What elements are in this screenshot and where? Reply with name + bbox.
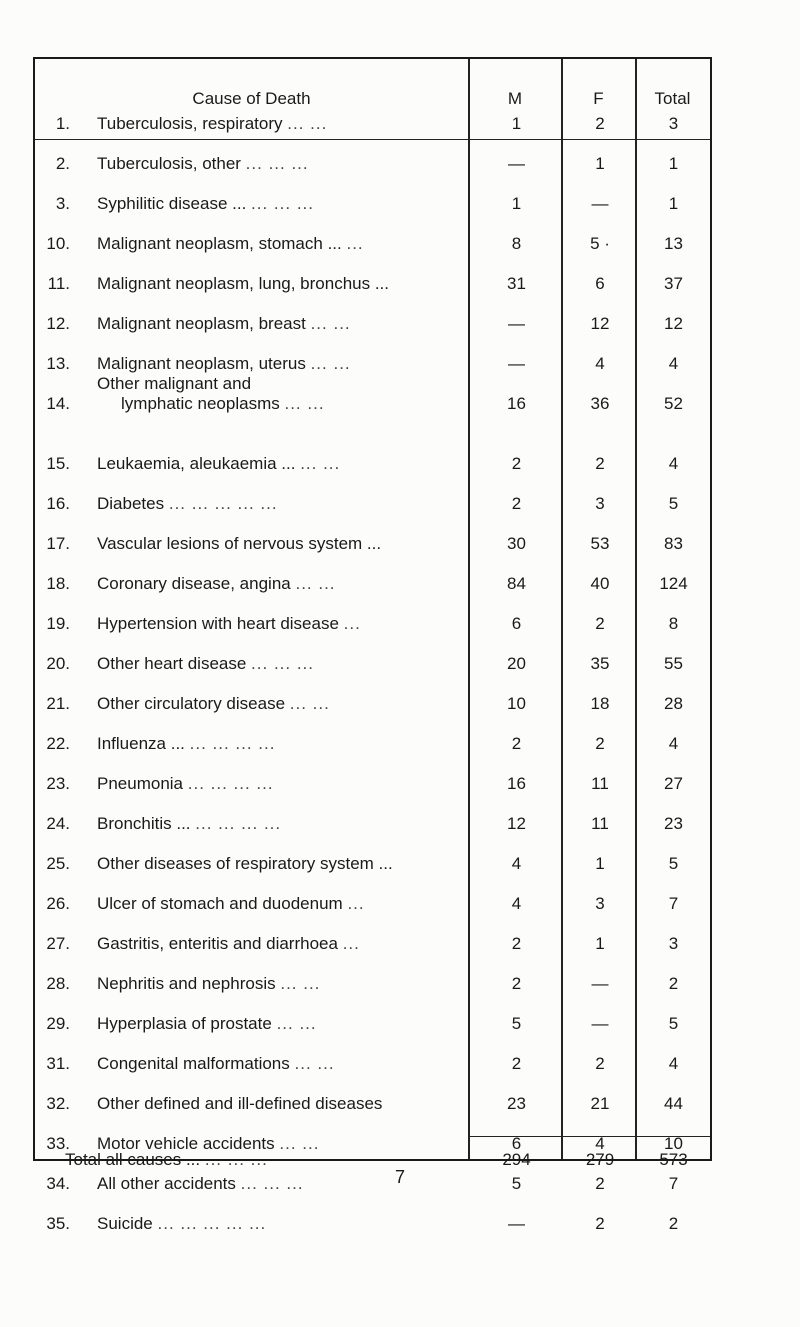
cause-label: Syphilitic disease ... ... ... ...	[97, 194, 314, 213]
value-total: 124	[659, 574, 688, 593]
row-number: 2.	[55, 154, 70, 173]
value-total: 1	[668, 154, 679, 173]
value-total: 28	[664, 694, 683, 713]
row-number: 18.	[46, 574, 70, 593]
table-row	[35, 814, 710, 854]
value-total: 4	[668, 454, 679, 473]
value-f: 4	[595, 1134, 605, 1153]
row-number: 25.	[46, 854, 70, 873]
value-m: 5	[511, 1174, 522, 1193]
value-m: 30	[507, 534, 526, 553]
value-total: 44	[664, 1094, 683, 1113]
value-total: 7	[668, 1174, 679, 1193]
row-number: 28.	[46, 974, 70, 993]
value-m: 2	[511, 934, 522, 953]
value-m: 23	[507, 1094, 526, 1113]
value-m: 1	[511, 194, 522, 213]
cause-label: Diabetes ... ... ... ... ...	[97, 494, 278, 513]
value-m: 12	[507, 814, 526, 833]
value-m: 6	[511, 1134, 522, 1153]
row-number: 22.	[46, 734, 70, 753]
value-f: —	[591, 1014, 609, 1033]
table-row	[35, 234, 710, 274]
value-f: 53	[590, 534, 610, 553]
value-m: 2	[511, 974, 522, 993]
table-row	[35, 774, 710, 814]
value-total: 7	[668, 894, 679, 913]
total-m: 294	[502, 1150, 531, 1169]
value-m: 16	[507, 774, 526, 793]
table-row	[35, 114, 710, 154]
value-f: 3	[595, 494, 605, 513]
cause-label: Influenza ... ... ... ... ...	[97, 734, 276, 753]
row-number: 13.	[46, 354, 70, 373]
row-number: 29.	[46, 1014, 70, 1033]
total-label: Total all causes ... ... ... ...	[65, 1150, 268, 1169]
value-f: 5 ·	[590, 234, 610, 253]
row-number: 1.	[55, 114, 70, 133]
row-number: 10.	[46, 234, 70, 253]
cause-label: Tuberculosis, other ... ... ...	[97, 154, 309, 173]
value-f: —	[591, 974, 609, 993]
cause-label: Other malignant and lymphatic neoplasms ... ...	[97, 374, 325, 413]
cause-label: Hyperplasia of prostate ... ...	[97, 1014, 317, 1033]
value-m: —	[508, 154, 525, 173]
row-number: 20.	[46, 654, 70, 673]
cause-label: Nephritis and nephrosis ... ...	[97, 974, 321, 993]
value-total: 10	[664, 1134, 683, 1153]
cause-label: Leukaemia, aleukaemia ... ... ...	[97, 454, 341, 473]
value-total: 3	[668, 114, 679, 133]
row-number: 3.	[55, 194, 70, 213]
value-total: 27	[664, 774, 683, 793]
value-f: 2	[595, 454, 605, 473]
value-m: 2	[511, 734, 522, 753]
row-number: 17.	[46, 534, 70, 553]
table-row	[35, 694, 710, 734]
table-row	[35, 614, 710, 654]
page-number: 7	[394, 1167, 405, 1187]
cause-label: Vascular lesions of nervous system ...	[97, 534, 382, 553]
table-row	[35, 894, 710, 934]
table-row	[35, 534, 710, 574]
cause-label: Tuberculosis, respiratory ... ...	[97, 114, 328, 133]
header-m: M	[507, 89, 523, 108]
value-f: 1	[595, 934, 605, 953]
table-row	[35, 1054, 710, 1094]
value-m: 84	[507, 574, 526, 593]
table-row	[35, 454, 710, 494]
value-total: 8	[668, 614, 679, 633]
value-m: 2	[511, 1054, 522, 1073]
value-f: 21	[590, 1094, 610, 1113]
value-f: —	[591, 194, 609, 213]
row-number: 15.	[46, 454, 70, 473]
row-number: 12.	[46, 314, 70, 333]
table-row	[35, 154, 710, 194]
value-f: 11	[591, 774, 609, 793]
value-f: 2	[595, 734, 605, 753]
row-number: 11.	[47, 274, 70, 293]
row-number: 19.	[46, 614, 70, 633]
cause-label: Congenital malformations ... ...	[97, 1054, 335, 1073]
value-f: 36	[590, 394, 610, 413]
value-f: 1	[595, 154, 605, 173]
value-f: 2	[595, 1054, 605, 1073]
value-total: 5	[668, 494, 679, 513]
header-f: F	[593, 89, 604, 108]
value-total: 37	[664, 274, 683, 293]
cause-label: Malignant neoplasm, uterus ... ...	[97, 354, 351, 373]
table-row	[35, 934, 710, 974]
value-m: 5	[511, 1014, 522, 1033]
value-total: 12	[664, 314, 683, 333]
value-total: 23	[664, 814, 683, 833]
cause-label: Gastritis, enteritis and diarrhoea ...	[97, 934, 360, 953]
row-number: 26.	[46, 894, 70, 913]
value-total: 5	[668, 1014, 679, 1033]
row-number: 14.	[46, 394, 70, 413]
row-number: 33.	[46, 1134, 70, 1153]
value-total: 4	[668, 1054, 679, 1073]
value-f: 2	[595, 1214, 605, 1233]
value-f: 35	[590, 654, 610, 673]
row-number: 24.	[46, 814, 70, 833]
value-total: 2	[668, 1214, 679, 1233]
value-total: 55	[664, 654, 683, 673]
value-m: 20	[507, 654, 526, 673]
value-m: 10	[507, 694, 526, 713]
value-m: —	[508, 314, 525, 333]
value-m: —	[508, 354, 525, 373]
value-f: 2	[595, 1174, 605, 1193]
value-m: 1	[511, 114, 522, 133]
value-f: 2	[595, 614, 605, 633]
cause-label: Motor vehicle accidents ... ...	[97, 1134, 320, 1153]
value-total: 13	[664, 234, 683, 253]
value-m: —	[508, 1214, 525, 1233]
table-row	[35, 274, 710, 314]
cause-label: Pneumonia ... ... ... ...	[97, 774, 274, 793]
cause-label: Bronchitis ... ... ... ... ...	[97, 814, 282, 833]
value-m: 8	[511, 234, 522, 253]
row-number: 34.	[46, 1174, 70, 1193]
table-row	[35, 734, 710, 774]
value-m: 31	[507, 274, 526, 293]
value-total: 52	[664, 394, 683, 413]
cause-label: Other circulatory disease ... ...	[97, 694, 330, 713]
value-m: 16	[507, 394, 526, 413]
value-total: 4	[668, 734, 679, 753]
row-number: 23.	[46, 774, 70, 793]
table-row	[35, 1014, 710, 1054]
value-f: 4	[595, 354, 605, 373]
value-f: 40	[590, 574, 610, 593]
value-m: 4	[511, 854, 522, 873]
cause-label: Other diseases of respiratory system ...	[97, 854, 393, 873]
row-number: 31.	[46, 1054, 70, 1073]
cause-label: Malignant neoplasm, stomach ... ...	[97, 234, 364, 253]
cause-label: Other heart disease ... ... ...	[97, 654, 315, 673]
value-m: 4	[511, 894, 522, 913]
value-f: 18	[590, 694, 610, 713]
total-f: 279	[585, 1150, 615, 1169]
table-row	[35, 374, 710, 434]
row-number: 32.	[46, 1094, 70, 1113]
table-row	[35, 574, 710, 614]
cause-label: Coronary disease, angina ... ...	[97, 574, 336, 593]
table-row	[35, 1214, 710, 1254]
cause-label: Suicide ... ... ... ... ...	[97, 1214, 267, 1233]
cause-label: All other accidents ... ... ...	[97, 1174, 304, 1193]
table-row	[35, 314, 710, 354]
value-total: 2	[668, 974, 679, 993]
table-row	[35, 194, 710, 234]
total-total: 573	[659, 1150, 688, 1169]
value-f: 6	[595, 274, 605, 293]
row-number: 35.	[46, 1214, 70, 1233]
value-total: 3	[668, 934, 679, 953]
value-f: 2	[595, 114, 605, 133]
value-total: 1	[668, 194, 679, 213]
cause-label: Other defined and ill-defined diseases	[97, 1094, 383, 1113]
cause-label: Hypertension with heart disease ...	[97, 614, 361, 633]
row-number: 21.	[46, 694, 70, 713]
value-m: 6	[511, 614, 522, 633]
value-m: 2	[511, 454, 522, 473]
value-total: 83	[664, 534, 683, 553]
value-f: 3	[595, 894, 605, 913]
header-cause: Cause of Death	[192, 89, 311, 108]
value-total: 4	[668, 354, 679, 373]
table-row	[35, 494, 710, 534]
table-row	[35, 854, 710, 894]
cause-of-death-table	[33, 57, 712, 1233]
table-row	[35, 654, 710, 694]
value-f: 12	[590, 314, 610, 333]
value-f: 1	[595, 854, 605, 873]
cause-label: Ulcer of stomach and duodenum ...	[97, 894, 365, 913]
cause-label: Malignant neoplasm, lung, bronchus ...	[97, 274, 390, 293]
cause-label: Malignant neoplasm, breast ... ...	[97, 314, 351, 333]
row-number: 16.	[46, 494, 70, 513]
header-total: Total	[654, 89, 691, 108]
value-total: 5	[668, 854, 679, 873]
table-row	[35, 974, 710, 1014]
table-row	[35, 1094, 710, 1134]
value-f: 11	[591, 814, 609, 833]
value-m: 2	[511, 494, 522, 513]
row-number: 27.	[46, 934, 70, 953]
